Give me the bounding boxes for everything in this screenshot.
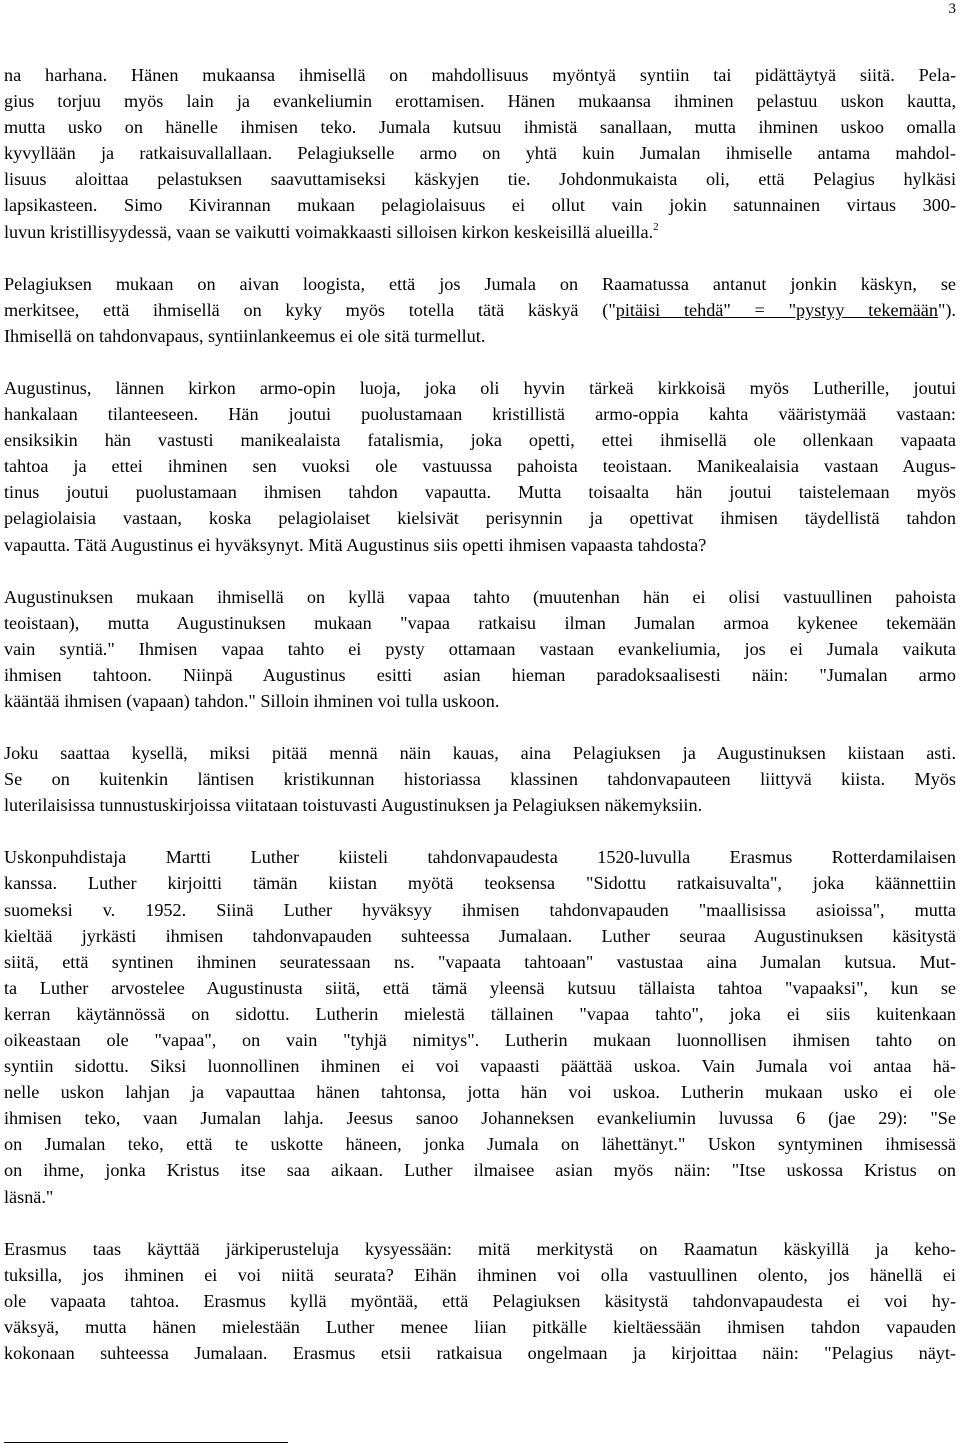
- text-line: [4, 297, 956, 323]
- document-body: [4, 62, 956, 1366]
- text-line: Joku saattaa kysellä, miksi pitää mennä näin kauas, aina Pelagiuksen ja Augustinuksen kiistaan asti.: [4, 743, 956, 764]
- paragraph: [4, 740, 956, 818]
- underlined-phrase: pitäisi tehdä" = "pystyy tekemään: [615, 299, 938, 320]
- text-line: kieltää jyrkästi ihmisen tahdonvapauden suhteessa Jumalaan. Luther seuraa Augustinuksen käsitystä: [4, 925, 956, 946]
- text-line: nelle uskon lahjan ja vapauttaa hänen tahtonsa, jotta hän voi uskoa. Lutherin mukaan usko ei ole: [4, 1082, 956, 1103]
- paragraph: [4, 271, 956, 349]
- text-line: teoistaan), mutta Augustinuksen mukaan "vapaa ratkaisu ilman Jumalan armoa kykenee tekemään: [4, 612, 956, 633]
- text-line: [4, 219, 956, 245]
- text-line: kokonaan suhteessa Jumalaan. Erasmus etsii ratkaisua ongelmaan ja kirjoittaa näin: "Pelagius näyt-: [4, 1343, 956, 1364]
- text-line: Pelagiuksen mukaan on aivan loogista, että jos Jumala on Raamatussa antanut jonkin käskyn, se: [4, 273, 956, 294]
- text-line: gius torjuu myös lain ja evankeliumin erottamisen. Hänen mukaansa ihminen pelastuu uskon kautta,: [4, 91, 956, 112]
- text-line-start: merkitsee, että ihmisellä on kyky myös totella tätä käskyä (": [4, 299, 616, 320]
- text-line: Augustinuksen mukaan ihmisellä on kyllä vapaa tahto (muutenhan hän ei olisi vastuullinen pahoista: [4, 586, 956, 607]
- text-line: lisuus aloittaa pelastuksen saavuttamiseksi käskyjen tie. Johdonmukaista oli, että Pelagius hylkäsi: [4, 169, 956, 190]
- text-line: Uskonpuhdistaja Martti Luther kiisteli tahdonvapaudesta 1520-luvulla Erasmus Rotterdamilaisen: [4, 847, 956, 868]
- footnote-separator: [4, 1442, 288, 1443]
- text-line: suomeksi v. 1952. Siinä Luther hyväksyy ihmisen tahdonvapauden "maallisissa asioissa", mutta: [4, 899, 956, 920]
- text-line: Augustinus, lännen kirkon armo-opin luoja, joka oli hyvin tärkeä kirkkoisä myös Lutherille, joutui: [4, 377, 956, 398]
- text-line: tinus joutui puolustamaan ihmisen tahdon vapautta. Mutta toisaalta hän joutui taistelemaan myös: [4, 482, 956, 503]
- text-line: ta Luther arvostelee Augustinusta siitä, että tämä yleensä kutsuu tällaista tahtoa "vapaaksi", kun se: [4, 977, 956, 998]
- text-line-end: ").: [937, 299, 956, 320]
- text-line: tahtoa ja ettei ihminen sen vuoksi ole vastuussa pahoista teoistaan. Manikealaisia vastaan Augus-: [4, 456, 956, 477]
- text-line: läsnä.": [4, 1186, 54, 1207]
- text-line: tuksilla, jos ihminen ei voi niitä seurata? Eihän ihminen voi olla vastuullinen olento, jos hänellä ei: [4, 1264, 956, 1285]
- text-line: siitä, että syntinen ihminen seuratessaan ns. "vapaata tahtoaan" vastustaa aina Jumalan kutsua. Mut-: [4, 951, 956, 972]
- text-line: Se on kuitenkin läntisen kristikunnan historiassa klassinen tahdonvapauteen liittyvä kiista. Myös: [4, 769, 956, 790]
- text-line: ensiksikin hän vastusti manikealaista fatalismia, joka opetti, ettei ihmisellä ole ollenkaan vapaata: [4, 430, 956, 451]
- paragraph: [4, 62, 956, 245]
- text-line: kanssa. Luther kirjoitti tämän kiistan myötä teoksensa "Sidottu ratkaisuvalta", joka käännettiin: [4, 873, 956, 894]
- footnote-reference[interactable]: 2: [653, 220, 659, 233]
- text-line: vain syntiä." Ihmisen vapaa tahto ei pysty ottamaan vastaan evankeliumia, jos ei Jumala vaikuta: [4, 638, 956, 659]
- text-line: syntiin sidottu. Siksi luonnollinen ihminen ei voi vapaasti päättää uskoa. Vain Jumala voi antaa hä-: [4, 1056, 956, 1077]
- text-line: on Jumalan teko, että te uskotte häneen, jonka Jumala on lähettänyt." Uskon syntyminen ihmisessä: [4, 1134, 956, 1155]
- text-line: na harhana. Hänen mukaansa ihmisellä on mahdollisuus myöntyä syntiin tai pidättäytyä siitä. Pela-: [4, 65, 956, 85]
- page-number: 3: [948, 1, 956, 17]
- paragraph: [4, 375, 956, 558]
- text-line-content: luvun kristillisyydessä, vaan se vaikutti voimakkaasti silloisen kirkon keskeisillä alueilla.: [4, 221, 654, 242]
- text-line: pelagiolaisia vastaan, koska pelagiolaiset kielsivät perisynnin ja opettivat ihmisen täydellistä tahdon: [4, 508, 956, 529]
- text-line: ihmisen tahtoon. Niinpä Augustinus esitti asian hieman paradoksaalisesti näin: "Jumalan armo: [4, 664, 956, 685]
- text-line: väksyä, mutta hänen mielestään Luther menee liian pitkälle kieltäessään ihmisen tahdon vapauden: [4, 1316, 956, 1337]
- text-line: luterilaisissa tunnustuskirjoissa viitataan toistuvasti Augustinuksen ja Pelagiuksen näkemyksiin.: [4, 795, 703, 816]
- text-line: Erasmus taas käyttää järkiperusteluja kysyessään: mitä merkitystä on Raamatun käskyillä ja keho-: [4, 1238, 956, 1259]
- text-line: ole vapaata tahtoa. Erasmus kyllä myöntää, että Pelagiuksen käsitystä tahdonvapaudesta ei voi hy-: [4, 1290, 956, 1311]
- text-line: kerran käytännössä on sidottu. Lutherin mielestä tällainen "vapaa tahto", joka ei siis kuitenkaan: [4, 1003, 956, 1024]
- text-line: kyvyllään ja ratkaisuvallallaan. Pelagiukselle armo on yhtä kuin Jumalan ihmiselle antama mahdol-: [4, 143, 956, 164]
- paragraph: [4, 584, 956, 714]
- text-line: on ihme, jonka Kristus itse saa aikaan. Luther ilmaisee asian myös näin: "Itse uskossa Kristus on: [4, 1160, 956, 1181]
- text-line: Ihmisellä on tahdonvapaus, syntiinlankeemus ei ole sitä turmellut.: [4, 325, 486, 346]
- text-line: hankalaan tilanteeseen. Hän joutui puolustamaan kristillistä armo-oppia kahta vääristymää vastaan:: [4, 404, 956, 425]
- text-line: kääntää ihmisen (vapaan) tahdon." Silloin ihminen voi tulla uskoon.: [4, 690, 500, 711]
- text-line: mutta usko on hänelle ihmisen teko. Jumala kutsuu ihmistä sanallaan, mutta ihminen uskoo omalla: [4, 117, 956, 138]
- text-line: vapautta. Tätä Augustinus ei hyväksynyt. Mitä Augustinus siis opetti ihmisen vapaasta tahdosta?: [4, 534, 707, 555]
- text-line: ihmisen teko, vaan Jumalan lahja. Jeesus sanoo Johanneksen evankeliumin luvussa 6 (jae 29): "Se: [4, 1108, 956, 1129]
- paragraph: [4, 844, 956, 1209]
- text-line: oikeastaan ole "vapaa", on vain "tyhjä nimitys". Lutherin mukaan luonnollisen ihmisen tahto on: [4, 1030, 956, 1050]
- paragraph: [4, 1236, 956, 1366]
- text-line: lapsikasteen. Simo Kivirannan mukaan pelagiolaisuus ei ollut vain jokin satunnainen virtaus 300-: [4, 195, 956, 216]
